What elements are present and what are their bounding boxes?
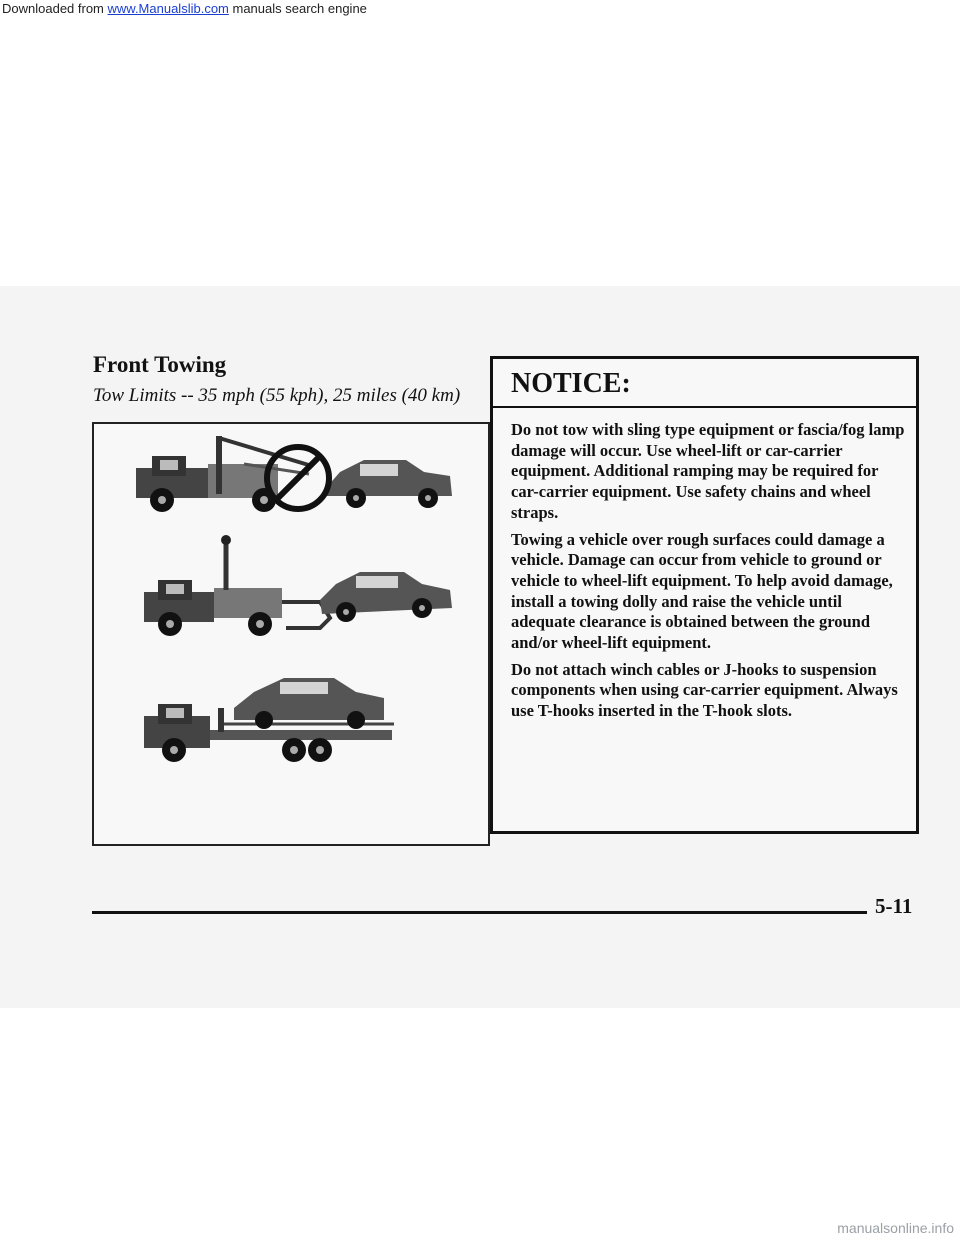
manual-page <box>0 286 960 1008</box>
download-banner <box>0 0 960 18</box>
car-carrier-scene <box>144 678 394 762</box>
section-title: Front Towing <box>93 352 227 377</box>
watermark: manualsonline.info <box>837 1220 954 1236</box>
towing-methods-illustration <box>92 422 490 846</box>
notice-title: NOTICE: <box>493 359 916 408</box>
notice-box <box>490 356 919 834</box>
page-number: 5-11 <box>875 894 913 918</box>
banner-prefix: Downloaded from <box>2 1 108 16</box>
sling-tow-scene <box>136 436 452 512</box>
notice-paragraph: Do not attach winch cables or J-hooks to suspension components when using car-carrier equipment. Always use T-hooks inserted in the T-hook slots. <box>511 659 898 721</box>
wheel-lift-tow-scene <box>144 535 452 636</box>
notice-paragraph: Towing a vehicle over rough surfaces could damage a vehicle. Damage can occur from vehicle to ground or vehicle to wheel-lift equipment. To help avoid damage, install a towing dolly and raise the vehicle until adequate clearance is obtained between the ground and/or wheel-lift equipment. <box>511 529 893 653</box>
notice-paragraph: Do not tow with sling type equipment or fascia/fog lamp damage will occur. Use wheel-lift or car-carrier equipment. Additional ramping may be required for car-carrier equipment. Use safety chains and wheel straps. <box>511 420 905 522</box>
footer-rule <box>92 911 867 914</box>
banner-suffix: manuals search engine <box>228 1 367 16</box>
manualslib-link[interactable]: www.Manualslib.com <box>107 1 229 16</box>
towing-illustration-svg <box>94 424 488 844</box>
tow-limits-text: Tow Limits -- 35 mph (55 kph), 25 miles (40 km) <box>93 385 461 406</box>
notice-body <box>511 420 907 728</box>
